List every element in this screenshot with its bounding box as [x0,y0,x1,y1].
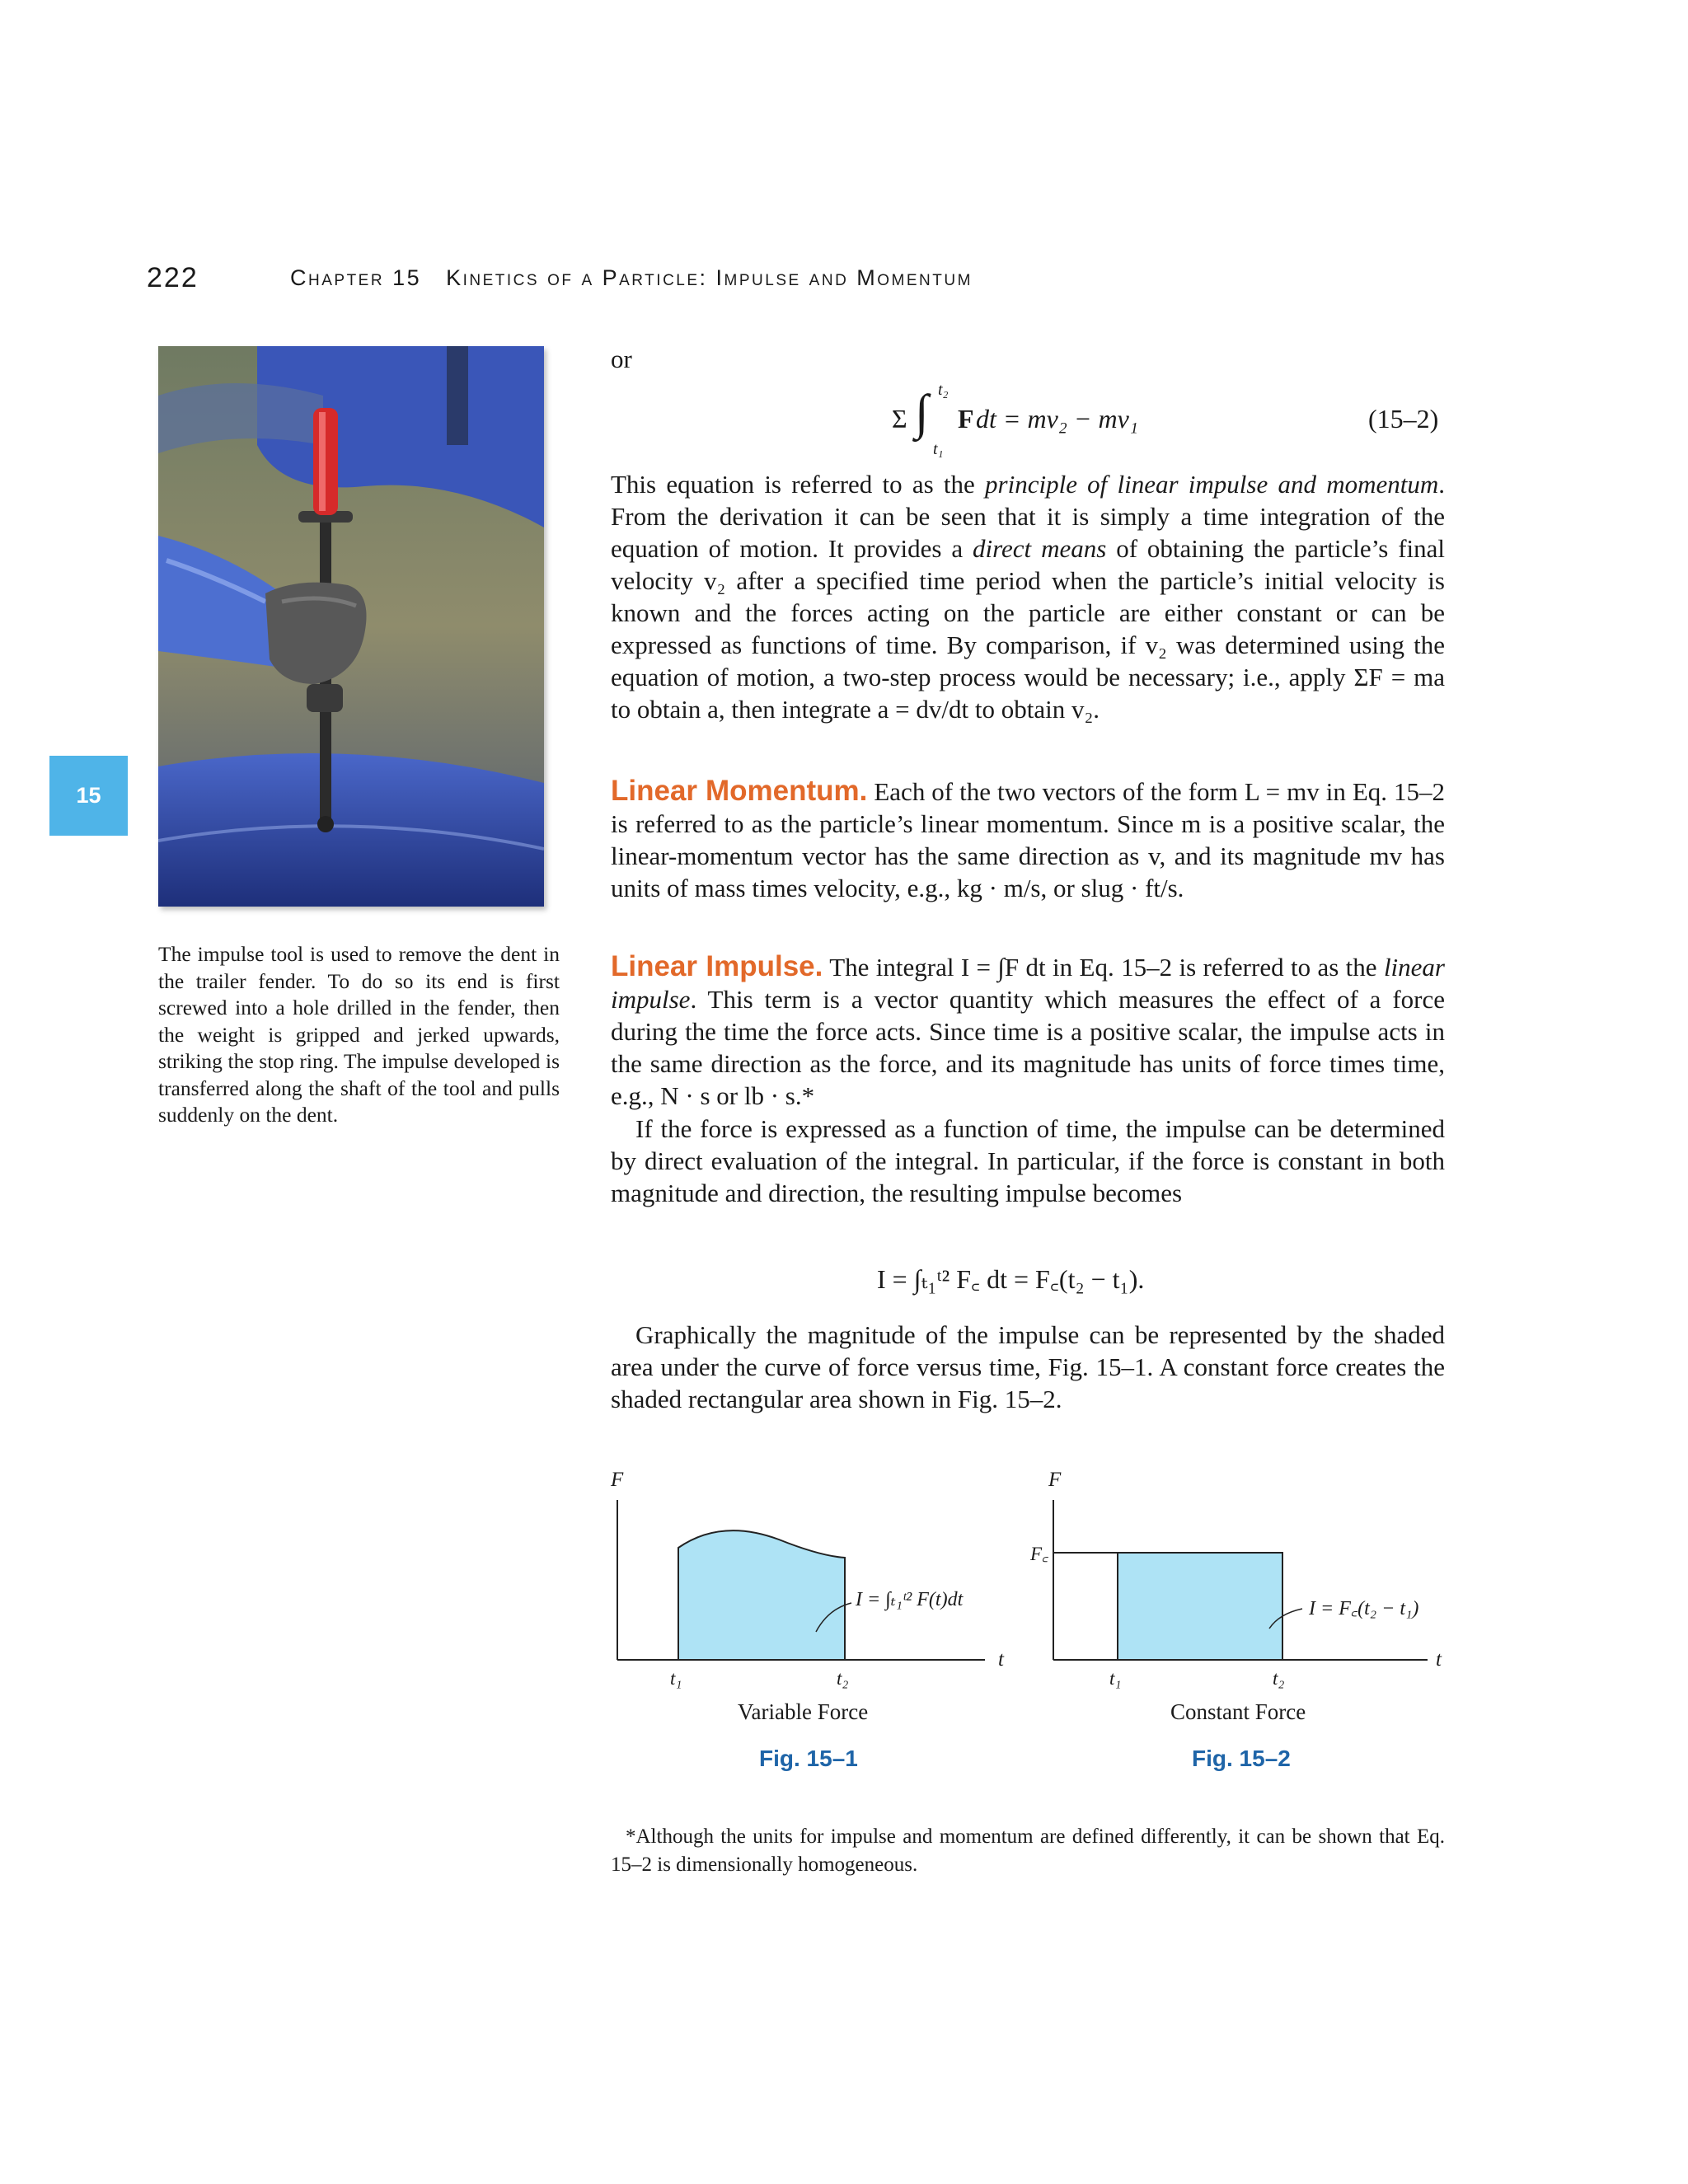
p1-text-a: This equation is referred to as the [611,470,986,499]
linear-momentum-text: Each of the two vectors of the form L = mv in Eq. 15–2 is referred to as the particle’s linear momentum. Since m is a positive scalar, the linear-momentum vector has the same direction as v, and its magnitude mv has units of mass times velocity, e.g., kg · m/s, or slug · ft/s. [611,777,1445,902]
paragraph-graphical: Graphically the magnitude of the impulse can be represented by the shaded area under the curve of force versus time, Fig. 15–1. A constant force creates the shaded rectangular area shown in Fig. 15–2. [611,1320,1445,1413]
eq-integrand: F [958,404,974,434]
figure-15-2 [1030,1467,1459,1797]
heading-linear-momentum: Linear Momentum. [611,775,868,807]
chapter-title: Chapter 15 Kinetics of a Particle: Impulse and Momentum [290,265,973,290]
fig2-fc-label: F꜀ [1030,1544,1049,1564]
p1-text-e: of obtaining the particle’s final velocity v₂ after a specified time period when the particle’s initial velocity is known and the forces acting on the particle are either constant or can be expressed as functions of time. By comparison, if v₂ was determined using the equation of motion, a two-step process would be necessary; i.e., apply ΣF = ma to obtain a, then integrate a = dv/dt to obtain v₂. [611,534,1446,724]
figure-15-1 [606,1467,1034,1797]
photo-impulse-tool [158,346,544,907]
fig2-y-label: F [1048,1469,1062,1491]
fig2-x-label: t [1436,1648,1442,1671]
variable-force-area [678,1530,845,1660]
fig2-t2: t₂ [1273,1668,1285,1689]
fig1-annotation: I = ∫ₜ₁ᵗ² F(t)dt [856,1589,964,1610]
eq-lower-limit: t₁ [933,440,944,458]
fig2-annotation: I = F꜀(t₂ − t₁) [1309,1598,1419,1619]
eq-rest: dt = mv₂ − mv₁ [976,404,1138,434]
footnote: *Although the units for impulse and momentum are defined differently, it can be shown that Eq. 15–2 is dimensionally homogeneous. [611,1825,1445,1876]
linear-impulse-text-c: . This term is a vector quantity which measures the effect of a force during the time the force acts. Since time is a positive scalar, the impulse acts in the same direction as the force, and its magnitude has units of force times time, e.g., N · s or lb · s.* [611,985,1445,1110]
fig2-caption: Constant Force [1170,1699,1306,1724]
photo-illustration [158,346,544,907]
equation-15-2 [892,381,1189,460]
eq-sigma: Σ [892,404,907,434]
linear-impulse-text-a: The integral I = ∫F dt in Eq. 15–2 is referred to as the [823,953,1384,982]
paragraph-constant-force: If the force is expressed as a function of time, the impulse can be determined by direct evaluation of the integral. In particular, if the force is constant in both magnitude and direction, the resulting impulse becomes [611,1114,1445,1207]
paragraph-linear-impulse [611,950,1445,1112]
fig1-x-label: t [998,1648,1004,1671]
page-number: 222 [147,262,199,293]
p1-emphasis-principle: principle of linear impulse and momentum [985,470,1439,499]
fig1-t2: t₂ [837,1668,849,1689]
text-or: or [611,344,632,373]
figure-15-2-plot [1030,1467,1459,1714]
paragraph-principle [611,468,1445,725]
equation-constant-impulse: I = ∫ₜ₁ᵗ² F꜀ dt = F꜀(t₂ − t₁). [877,1264,1145,1294]
p1-text-c: . From the derivation it can be seen that it is simply a time integration of the equation of motion. It provides a [611,470,1445,563]
fig2-t1: t₁ [1109,1668,1122,1689]
eq-upper-limit: t₂ [938,381,949,399]
heading-linear-impulse: Linear Impulse. [611,950,823,982]
integral-sign: ∫ [915,385,929,439]
constant-force-area [1118,1553,1282,1660]
fig1-label: Fig. 15–1 [759,1746,858,1771]
fig1-t1: t₁ [670,1668,682,1689]
fig2-label: Fig. 15–2 [1192,1746,1291,1771]
chapter-tab: 15 [49,756,128,836]
fig1-y-label: F [611,1469,624,1491]
photo-caption: The impulse tool is used to remove the dent in the trailer fender. To do so its end is first screwed into a hole drilled in the fender, then the weight is gripped and jerked upwards, striking the stop ring. The impulse developed is transferred along the shaft of the tool and pulls suddenly on the dent. [158,942,560,1127]
p1-emphasis-direct: direct means [973,534,1107,563]
fig1-caption: Variable Force [738,1699,869,1724]
linear-impulse-emphasis: linear impulse [611,953,1445,1014]
paragraph-linear-momentum [611,775,1445,904]
equation-number: (15–2) [1368,404,1439,434]
